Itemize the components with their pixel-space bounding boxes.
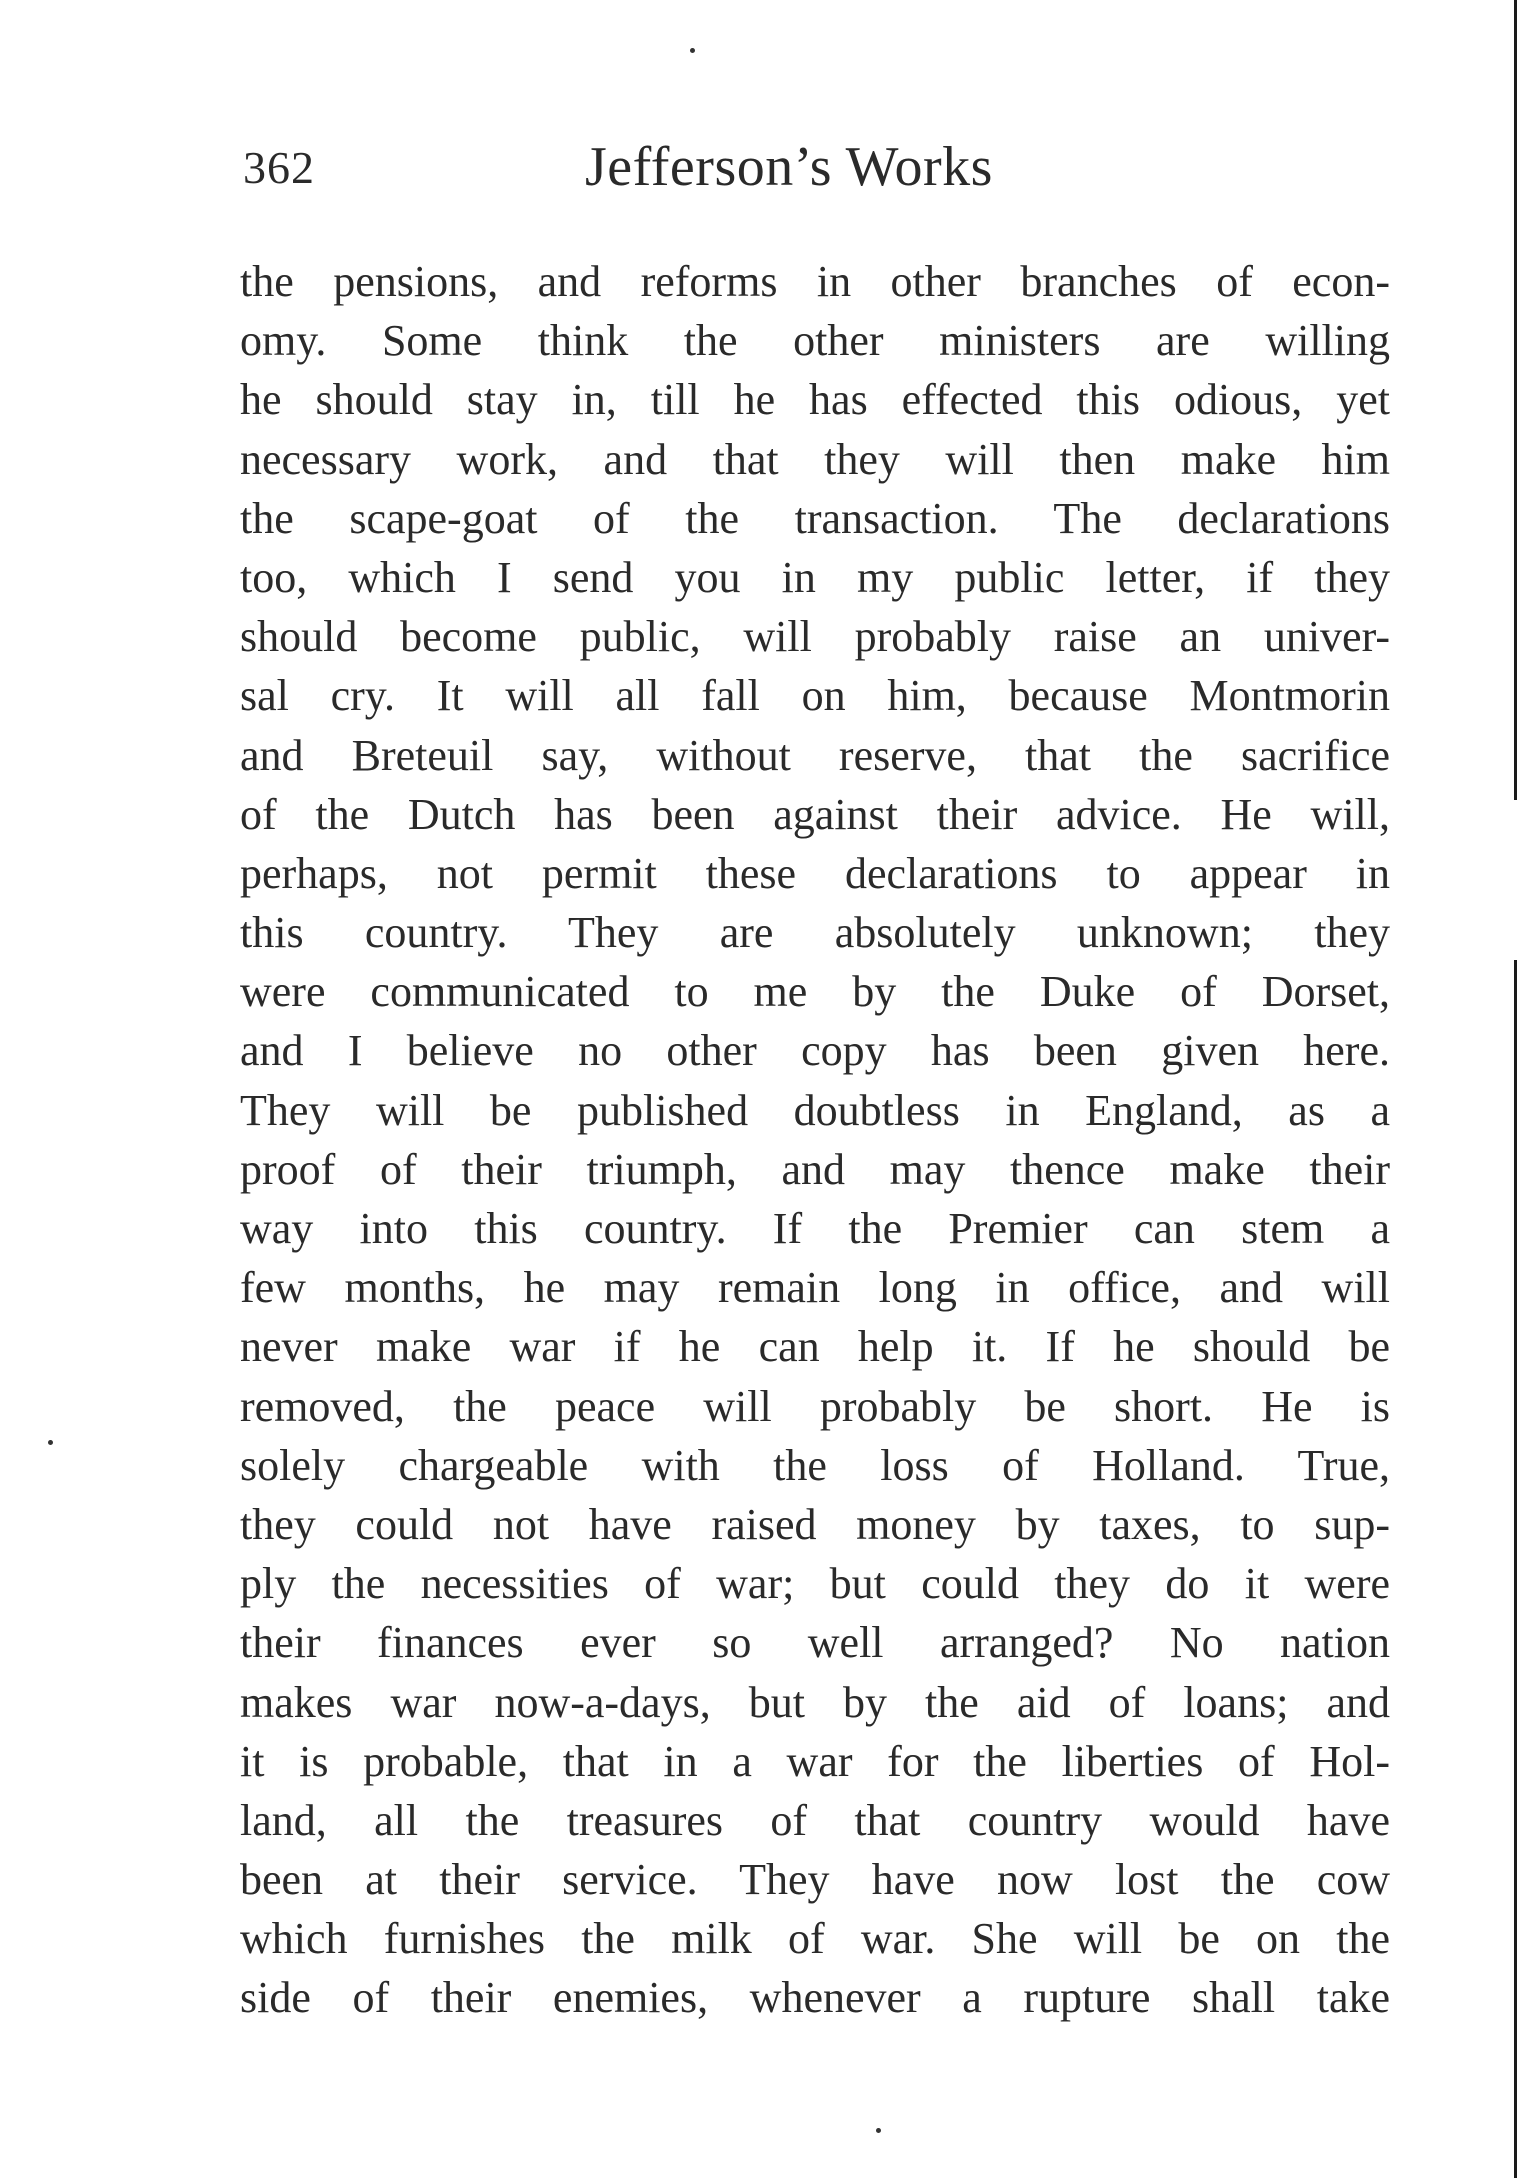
text-line: proof of their triumph, and may thence make their <box>240 1144 1390 1194</box>
text-line: the pensions, and reforms in other branches of econ- <box>240 257 1390 306</box>
print-speck <box>690 48 695 53</box>
text-line: never make war if he can help it. If he should be <box>240 1322 1390 1372</box>
text-line: of the Dutch has been against their advice. He will, <box>240 789 1390 839</box>
page-number: 362 <box>243 142 315 193</box>
text-line: their finances ever so well arranged? No nation <box>240 1618 1390 1668</box>
text-line: necessary work, and that they will then make him <box>240 434 1390 484</box>
body-text <box>240 252 1390 2028</box>
text-line: sal cry. It will all fall on him, because Montmorin <box>240 671 1390 721</box>
text-line: removed, the peace will probably be short. He is <box>240 1381 1390 1431</box>
text-line: too, which I send you in my public letter, if they <box>240 552 1390 602</box>
text-line: side of their enemies, whenever a rupture shall take <box>240 1973 1390 2023</box>
text-line: this country. They are absolutely unknown; they <box>240 908 1390 958</box>
text-line: land, all the treasures of that country would have <box>240 1795 1390 1845</box>
text-line: perhaps, not permit these declarations to appear in <box>240 848 1390 898</box>
running-title: Jefferson’s Works <box>585 136 993 198</box>
text-line: and Breteuil say, without reserve, that the sacrifice <box>240 730 1390 780</box>
text-line: which furnishes the milk of war. She will be on the <box>240 1914 1390 1964</box>
print-speck <box>48 1440 53 1445</box>
text-line: it is probable, that in a war for the liberties of Hol- <box>240 1736 1390 1786</box>
text-line: solely chargeable with the loss of Holland. True, <box>240 1440 1390 1490</box>
text-line: omy. Some think the other ministers are willing <box>240 316 1390 366</box>
text-line: way into this country. If the Premier can stem a <box>240 1204 1390 1253</box>
text-line: the scape-goat of the transaction. The declarations <box>240 493 1390 543</box>
text-line: were communicated to me by the Duke of Dorset, <box>240 967 1390 1017</box>
text-line: he should stay in, till he has effected this odious, yet <box>240 375 1390 425</box>
text-line: should become public, will probably raise an univer- <box>240 612 1390 662</box>
text-line: few months, he may remain long in office, and will <box>240 1263 1390 1313</box>
text-line: and I believe no other copy has been given here. <box>240 1026 1390 1076</box>
page-edge-line <box>1514 960 1517 2178</box>
text-line: makes war now-a-days, but by the aid of loans; and <box>240 1677 1390 1727</box>
text-line: been at their service. They have now lost the cow <box>240 1855 1390 1905</box>
text-line: they could not have raised money by taxes, to sup- <box>240 1499 1390 1549</box>
page-edge-line <box>1514 0 1517 800</box>
print-speck <box>876 2128 881 2133</box>
text-line: They will be published doubtless in England, as a <box>240 1085 1390 1135</box>
text-line: ply the necessities of war; but could they do it were <box>240 1559 1390 1609</box>
